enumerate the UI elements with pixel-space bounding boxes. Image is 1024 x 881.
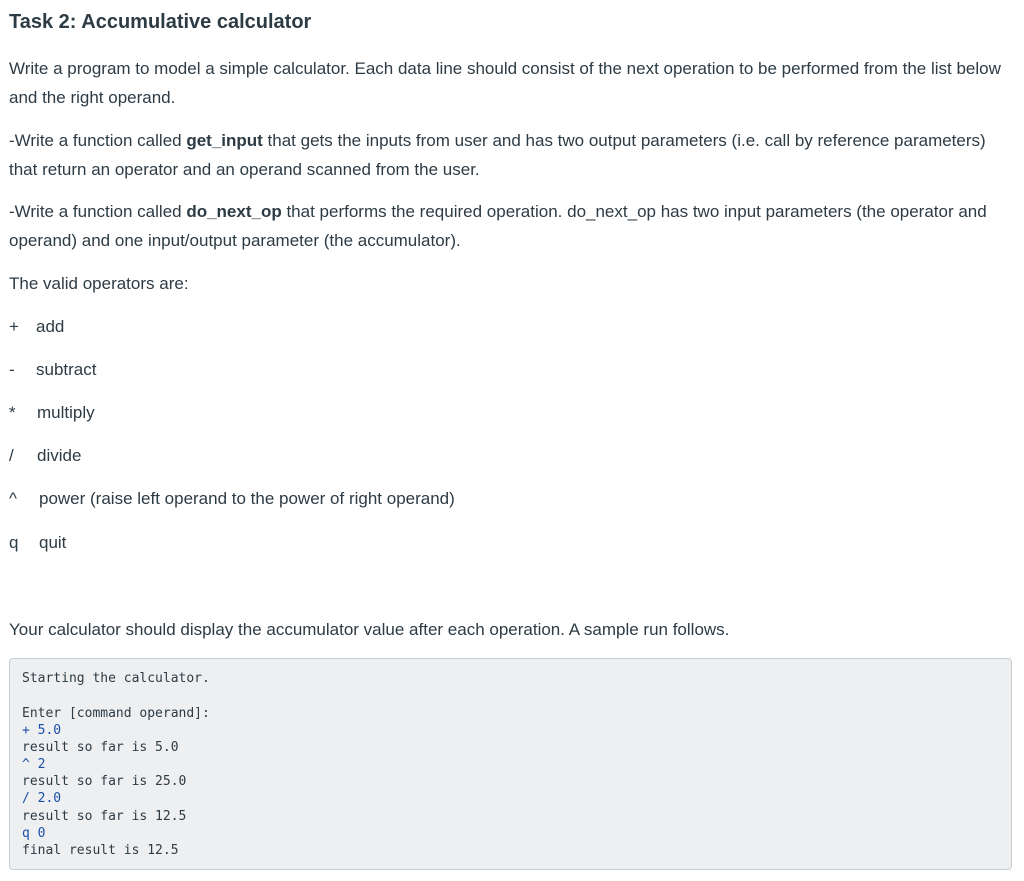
code-input-line: + 5.0 [22, 723, 62, 738]
operator-symbol: - [9, 360, 15, 379]
operator-description: subtract [36, 360, 97, 379]
operator-symbol: * [9, 403, 16, 422]
code-line: Starting the calculator. [22, 671, 210, 686]
operator-description: power (raise left operand to the power of right operand) [39, 489, 455, 508]
do-next-op-suffix: that performs the required operation. do_next_op has two input parameters (the operator and operand) and one input/output parameter (the accumulator). [9, 202, 987, 250]
sample-run-intro: Your calculator should display the accumulator value after each operation. A sample run follows. [9, 620, 730, 639]
code-input-line: ^ 2 [22, 757, 46, 772]
code-line: result so far is 12.5 [22, 809, 187, 824]
operators-heading: The valid operators are: [9, 274, 189, 293]
operator-description: add [36, 317, 65, 336]
operator-symbol: ^ [9, 489, 17, 508]
operator-item [9, 316, 64, 338]
operator-symbol: / [9, 446, 14, 465]
do-next-op-prefix: -Write a function called [9, 202, 187, 221]
operator-item [9, 532, 66, 554]
operator-item [9, 445, 81, 467]
page-title: Task 2: Accumulative calculator [9, 11, 312, 33]
code-line: Enter [command operand]: [22, 706, 210, 721]
intro-paragraph: Write a program to model a simple calculator. Each data line should consist of the next operation to be performed from the list below and the right operand. [9, 59, 1001, 107]
operator-item [9, 402, 95, 424]
get-input-suffix: that gets the inputs from user and has two output parameters (i.e. call by reference parameters) that return an operator and an operand scanned from the user. [9, 131, 986, 179]
do-next-op-paragraph [9, 197, 1009, 255]
get-input-function-name: get_input [186, 131, 263, 150]
code-input-line: / 2.0 [22, 791, 62, 806]
operator-item [9, 359, 96, 381]
code-line: final result is 12.5 [22, 843, 179, 858]
code-input-line: q 0 [22, 826, 46, 841]
operator-symbol: + [9, 317, 19, 336]
sample-run-code-block [9, 658, 1012, 870]
code-line: result so far is 25.0 [22, 774, 187, 789]
get-input-prefix: -Write a function called [9, 131, 187, 150]
do-next-op-function-name: do_next_op [186, 202, 282, 221]
operator-description: quit [39, 533, 67, 552]
operator-item [9, 488, 455, 510]
operator-description: multiply [37, 403, 95, 422]
operator-description: divide [37, 446, 82, 465]
code-line: result so far is 5.0 [22, 740, 179, 755]
get-input-paragraph [9, 126, 1009, 184]
operator-symbol: q [9, 533, 19, 552]
